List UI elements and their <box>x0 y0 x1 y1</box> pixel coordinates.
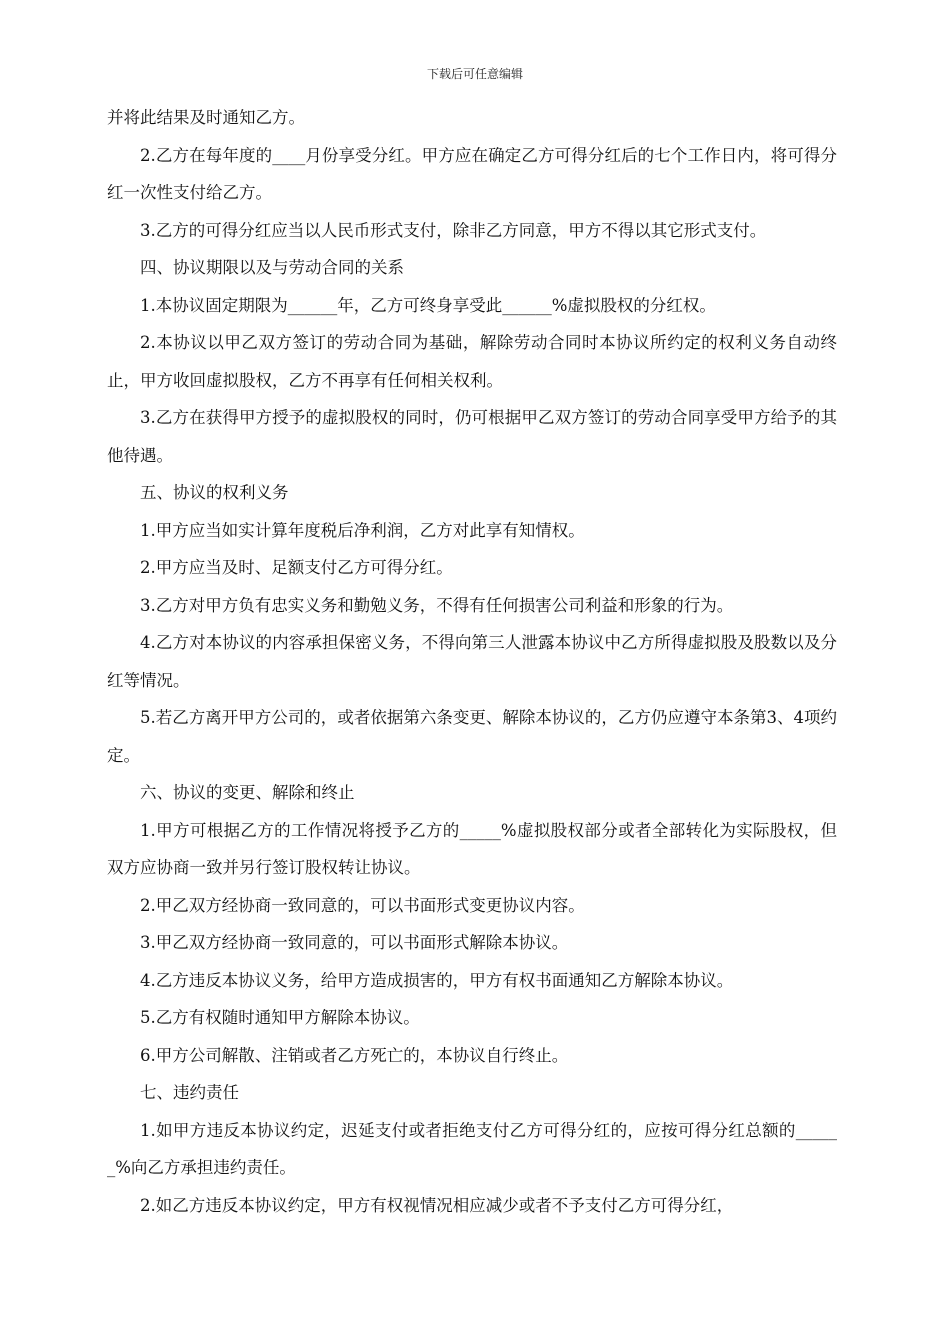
page-header: 下载后可任意编辑 <box>426 67 523 81</box>
section-heading: 六、协议的变更、解除和终止 <box>140 783 355 802</box>
paragraph: 2.如乙方违反本协议约定，甲方有权视情况相应减少或者不予支付乙方可得分红， <box>140 1195 734 1215</box>
paragraph: 1.本协议固定期限为______年，乙方可终身享受此______%虚拟股权的分红权。 <box>140 295 716 315</box>
paragraph: 4.乙方违反本协议义务，给甲方造成损害的，甲方有权书面通知乙方解除本协议。 <box>140 970 734 990</box>
paragraph: 并将此结果及时通知乙方。 <box>107 108 305 127</box>
document-body <box>107 99 837 1224</box>
paragraph: 3.甲乙双方经协商一致同意的，可以书面形式解除本协议。 <box>140 933 569 952</box>
paragraph: 2.甲乙双方经协商一致同意的，可以书面形式变更协议内容。 <box>140 895 585 915</box>
paragraph: 2.甲方应当及时、足额支付乙方可得分红。 <box>140 558 453 577</box>
paragraph: 6.甲方公司解散、注销或者乙方死亡的，本协议自行终止。 <box>140 1045 569 1065</box>
paragraph: 2.乙方在每年度的____月份享受分红。甲方应在确定乙方可得分红后的七个工作日内，将可得分红一次性支付给乙方。 <box>107 145 837 202</box>
paragraph: 1.如甲方违反本协议约定，迟延支付或者拒绝支付乙方可得分红的，应按可得分红总额的______%向乙方承担违约责任。 <box>107 1120 837 1177</box>
paragraph: 1.甲方可根据乙方的工作情况将授予乙方的_____%虚拟股权部分或者全部转化为实际股权，但双方应协商一致并另行签订股权转让协议。 <box>107 820 837 877</box>
section-heading: 五、协议的权利义务 <box>140 483 289 502</box>
paragraph: 4.乙方对本协议的内容承担保密义务，不得向第三人泄露本协议中乙方所得虚拟股及股数以及分红等情况。 <box>107 633 837 690</box>
paragraph: 5.乙方有权随时通知甲方解除本协议。 <box>140 1008 420 1027</box>
paragraph: 3.乙方对甲方负有忠实义务和勤勉义务，不得有任何损害公司利益和形象的行为。 <box>140 595 734 615</box>
paragraph: 2.本协议以甲乙双方签订的劳动合同为基础，解除劳动合同时本协议所约定的权利义务自动终止，甲方收回虚拟股权，乙方不再享有任何相关权利。 <box>107 333 837 390</box>
paragraph: 3.乙方在获得甲方授予的虚拟股权的同时，仍可根据甲乙双方签订的劳动合同享受甲方给予的其他待遇。 <box>107 408 837 465</box>
paragraph: 3.乙方的可得分红应当以人民币形式支付，除非乙方同意，甲方不得以其它形式支付。 <box>140 220 767 240</box>
section-heading: 七、违约责任 <box>140 1083 239 1102</box>
section-heading: 四、协议期限以及与劳动合同的关系 <box>140 258 404 277</box>
paragraph: 1.甲方应当如实计算年度税后净利润，乙方对此享有知情权。 <box>140 520 585 540</box>
paragraph: 5.若乙方离开甲方公司的，或者依据第六条变更、解除本协议的，乙方仍应遵守本条第3、4项约定。 <box>107 708 837 765</box>
